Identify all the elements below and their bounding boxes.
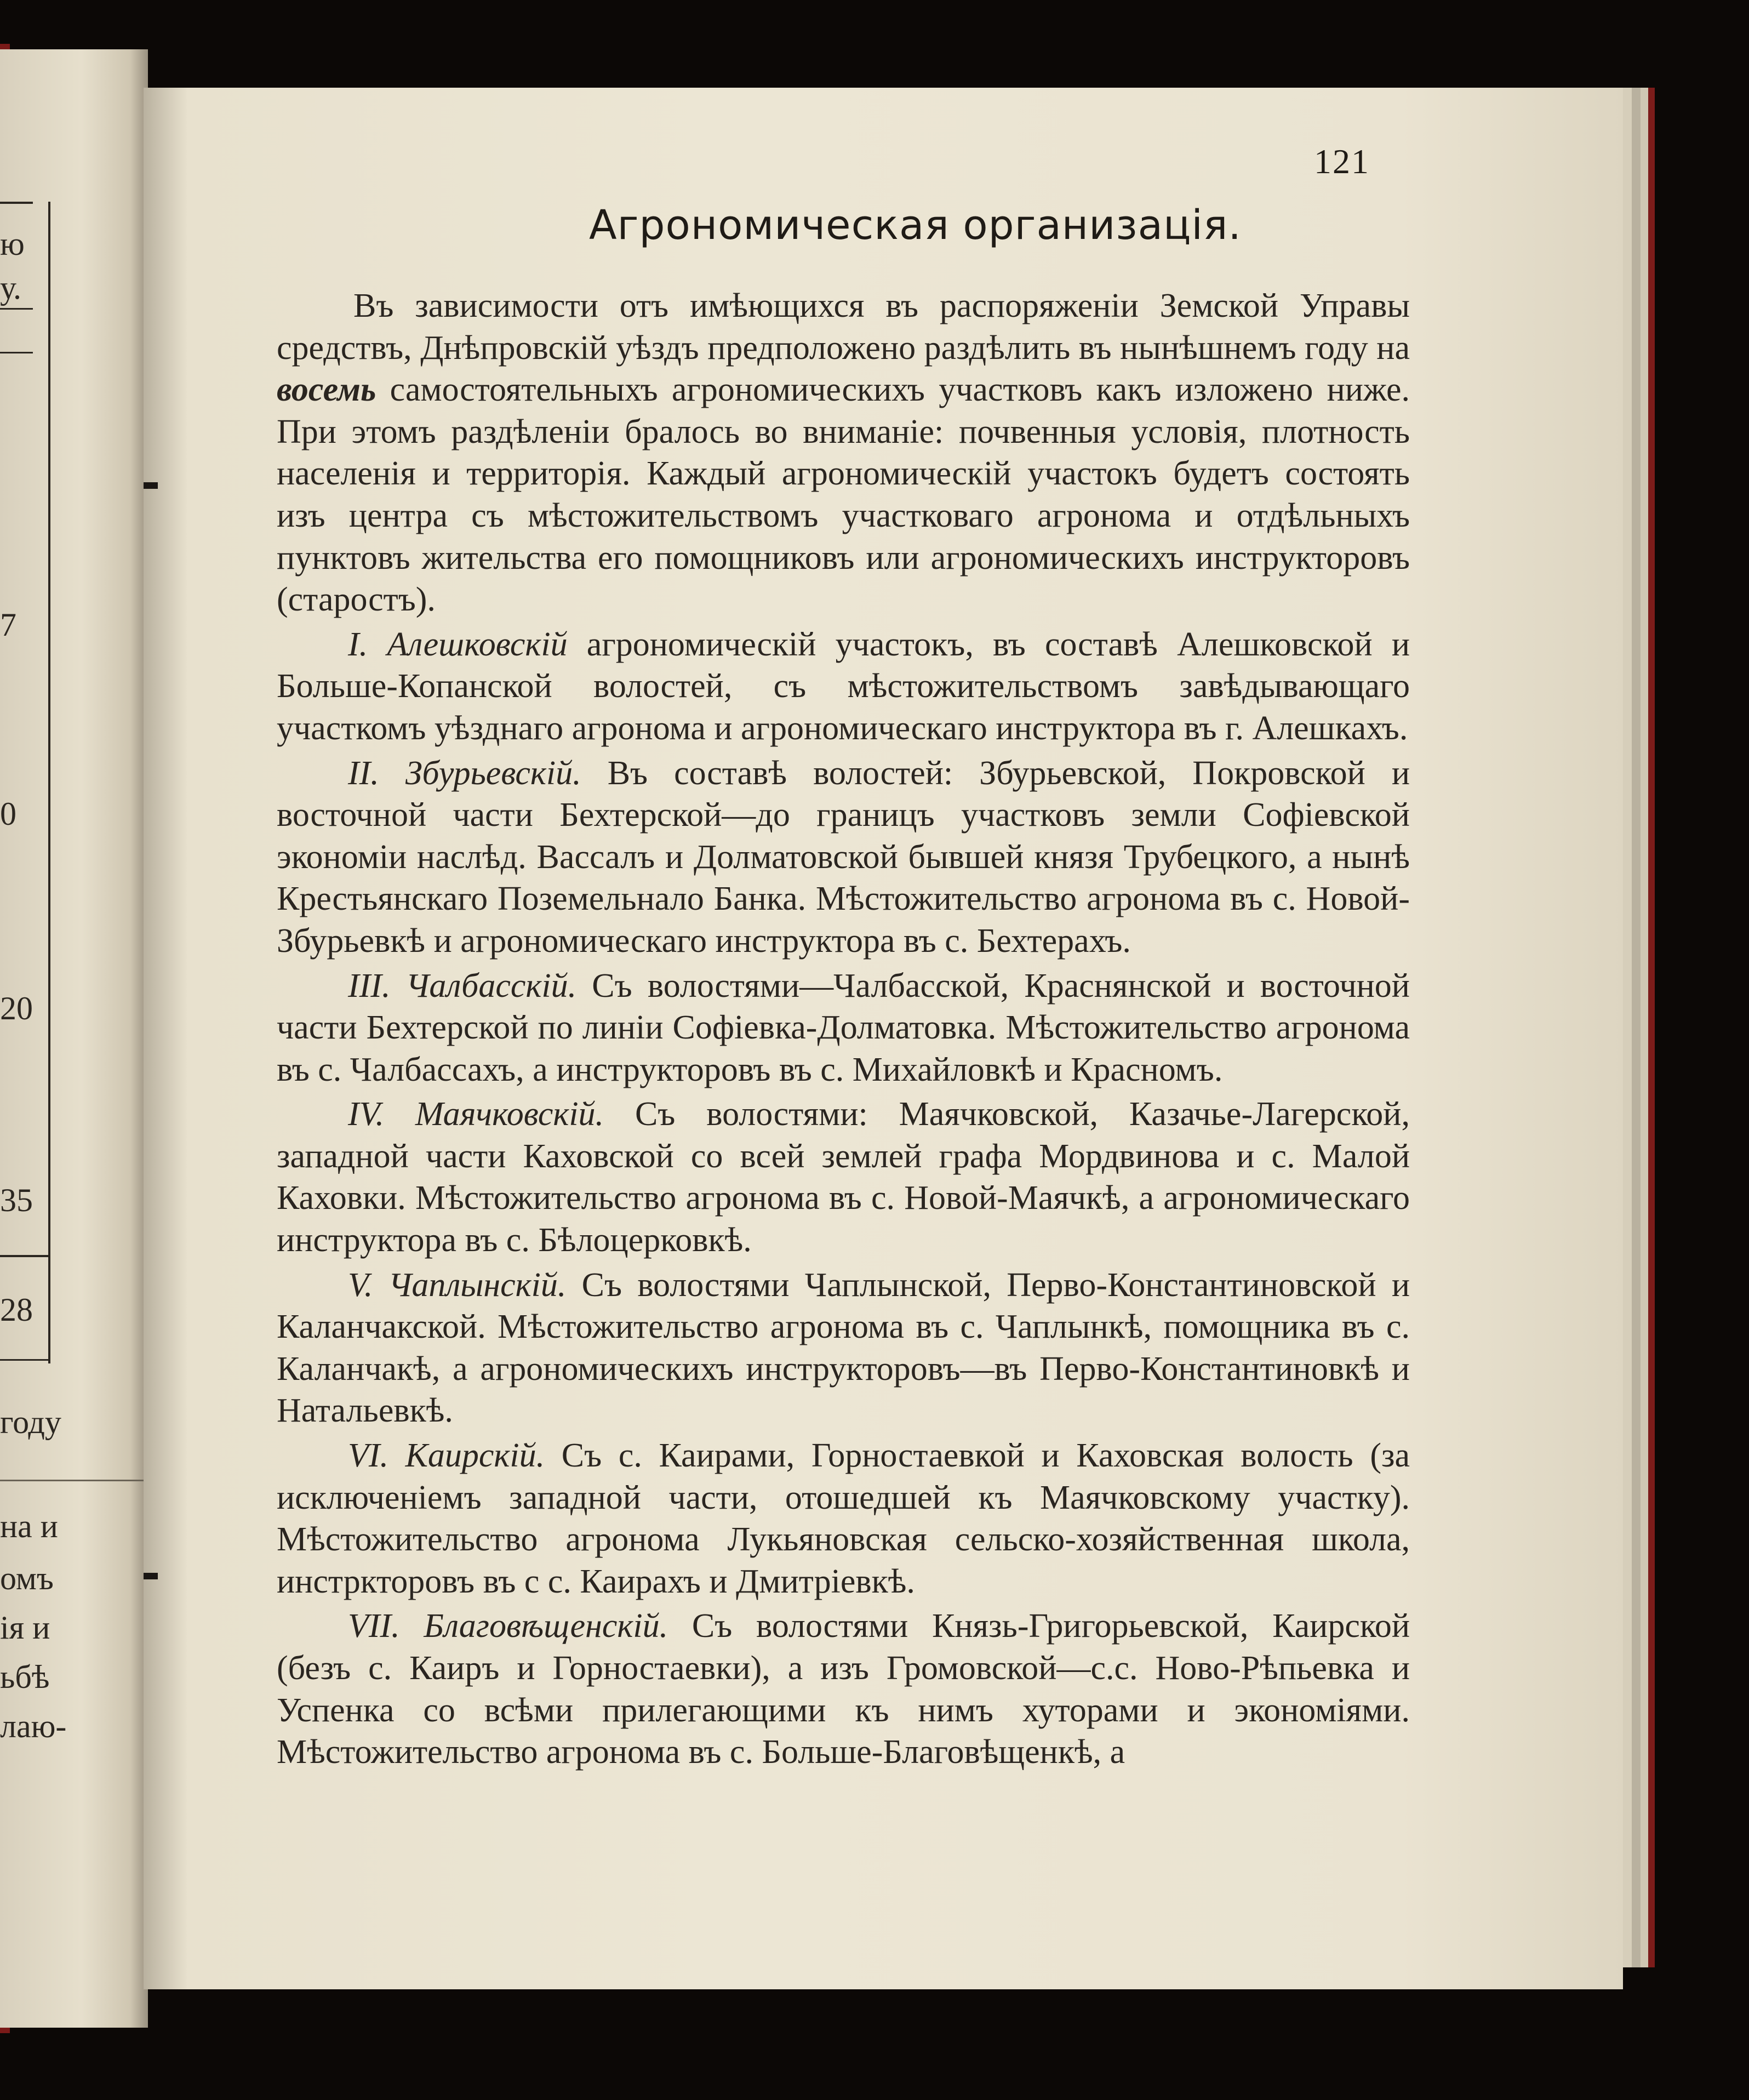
left-page-fragment: 20 <box>0 990 33 1026</box>
page-stack-edge <box>1641 88 1648 1967</box>
left-page-fragment: 7 <box>0 607 16 643</box>
district-heading: V. Чаплынскій. <box>348 1266 567 1304</box>
district-heading: I. Алешковскій <box>348 625 568 663</box>
left-page-fragment: ія и <box>0 1610 50 1646</box>
binding-mark <box>144 482 158 489</box>
page-stack-edge <box>1623 88 1632 1967</box>
left-table-rule <box>0 308 33 310</box>
left-page-fragment: 0 <box>0 796 16 832</box>
left-page-fragment: ьбѣ <box>0 1659 50 1695</box>
left-table-rule <box>0 1359 49 1361</box>
left-page-fragment: лаю- <box>0 1708 67 1744</box>
left-table-rule <box>48 202 50 1363</box>
page-stack-edge <box>1648 88 1655 1967</box>
binding-mark <box>144 1573 158 1579</box>
page-stack-edge <box>1632 88 1641 1967</box>
left-table-rule <box>0 202 33 204</box>
left-page-fragment: 35 <box>0 1182 33 1218</box>
paragraph-text: самостоятельныхъ агрономическихъ участковъ какъ изложено ниже. При этомъ раздѣленіи бралось во вниманіе: почвенныя условія, плотность населенія и территорія. Каждый агрономическій участокъ будетъ состоять изъ центра съ мѣстожительствомъ участковаго агронома и отдѣльныхъ пунктовъ жительства его помощниковъ или агрономическихъ инструкторовъ (старостъ). <box>277 371 1410 619</box>
paragraph-text: агрономическій участокъ, въ составѣ Алешковской и Больше-Копанской волостей, съ мѣстожительствомъ завѣдывающаго участкомъ уѣзднаго агронома и агрономическаго инструктора въ г. Алешкахъ. <box>277 625 1410 747</box>
page-number: 121 <box>1314 142 1370 181</box>
emphasis-word: восемь <box>277 371 376 409</box>
district-heading: IV. Маячковскій. <box>348 1095 604 1133</box>
paragraph-text: Съ волостями—Чалбасской, Краснянской и восточной части Бехтерской по линіи Софіевка-Долматовка. Мѣстожительство агронома въ с. Чалбассахъ, а инструкторовъ въ с. Михайловкѣ и Красномъ. <box>277 967 1410 1088</box>
left-table-rule <box>0 1480 148 1481</box>
left-page-fragment: омъ <box>0 1560 54 1596</box>
paragraph-district <box>277 965 1410 1091</box>
district-heading: VI. Каирскій. <box>348 1437 545 1475</box>
left-table-rule <box>0 1255 49 1257</box>
paragraph-district <box>277 1093 1410 1261</box>
paragraph-text: Съ волостями Князь-Григорьевской, Каирской (безъ с. Каиръ и Горностаевки), а изъ Громовской—с.с. Ново-Рѣпьевка и Успенка со всѣми прилегающими къ нимъ хуторами и экономіями. Мѣстожительство агронома въ с. Больше-Благовѣщенкѣ, а <box>277 1607 1410 1771</box>
page-title: Агрономическая организація. <box>589 202 1242 249</box>
paragraph-text: Съ волостями: Маячковской, Казачье-Лагерской, западной части Каховской со всей землей графа Мордвинова и с. Малой Каховки. Мѣстожительство агронома въ с. Новой-Маячкѣ, а агрономическаго инструктора въ с. Бѣлоцерковкѣ. <box>277 1095 1410 1259</box>
paragraph-district <box>277 752 1410 962</box>
district-heading: II. Збурьевскій. <box>348 754 581 792</box>
body-text <box>277 285 1410 1776</box>
paragraph-text: Въ зависимости отъ имѣющихся въ распоряженіи Земской Управы средствъ, Днѣпровскій уѣздъ предположено раздѣлить въ нынѣшнемъ году на <box>277 287 1410 367</box>
left-page-fragment: году <box>0 1404 61 1440</box>
paragraph-district <box>277 1605 1410 1773</box>
left-page-fragment: на и <box>0 1508 58 1544</box>
paragraph-text: Съ с. Каирами, Горностаевкой и Каховская волость (за исключеніемъ западной части, отошедшей къ Маячковскому участку). Мѣстожительство агронома Лукьяновская сельско-хозяйственная школа, инстркторовъ въ с с. Каирахъ и Дмитріевкѣ. <box>277 1437 1410 1600</box>
paragraph-text: Съ волостями Чаплынской, Перво-Константиновской и Каланчакской. Мѣстожительство агронома въ с. Чаплынкѣ, помощника въ с. Каланчакѣ, а агрономическихъ инструкторовъ—въ Перво-Константиновкѣ и Натальевкѣ. <box>277 1266 1410 1430</box>
left-page-fragment: ю <box>0 226 25 262</box>
district-heading: III. Чалбасскій. <box>348 967 577 1005</box>
paragraph-text: Въ составѣ волостей: Збурьевской, Покровской и восточной части Бехтерской—до границъ участковъ земли Софіевской экономіи наслѣд. Вассалъ и Долматовской бывшей князя Трубецкого, а нынѣ Крестьянскаго Поземельнало Банка. Мѣстожительство агронома въ с. Новой-Збурьевкѣ и агрономическаго инструктора въ с. Бехтерахъ. <box>277 754 1410 960</box>
paragraph-district <box>277 1435 1410 1602</box>
paragraph-district <box>277 1264 1410 1432</box>
paragraph-intro <box>277 285 1410 621</box>
left-page-fragment: у. <box>0 270 21 306</box>
left-table-rule <box>0 352 33 353</box>
paragraph-district <box>277 624 1410 750</box>
district-heading: VII. Благовѣщенскій. <box>348 1607 668 1645</box>
left-page-fragment: 28 <box>0 1292 33 1328</box>
